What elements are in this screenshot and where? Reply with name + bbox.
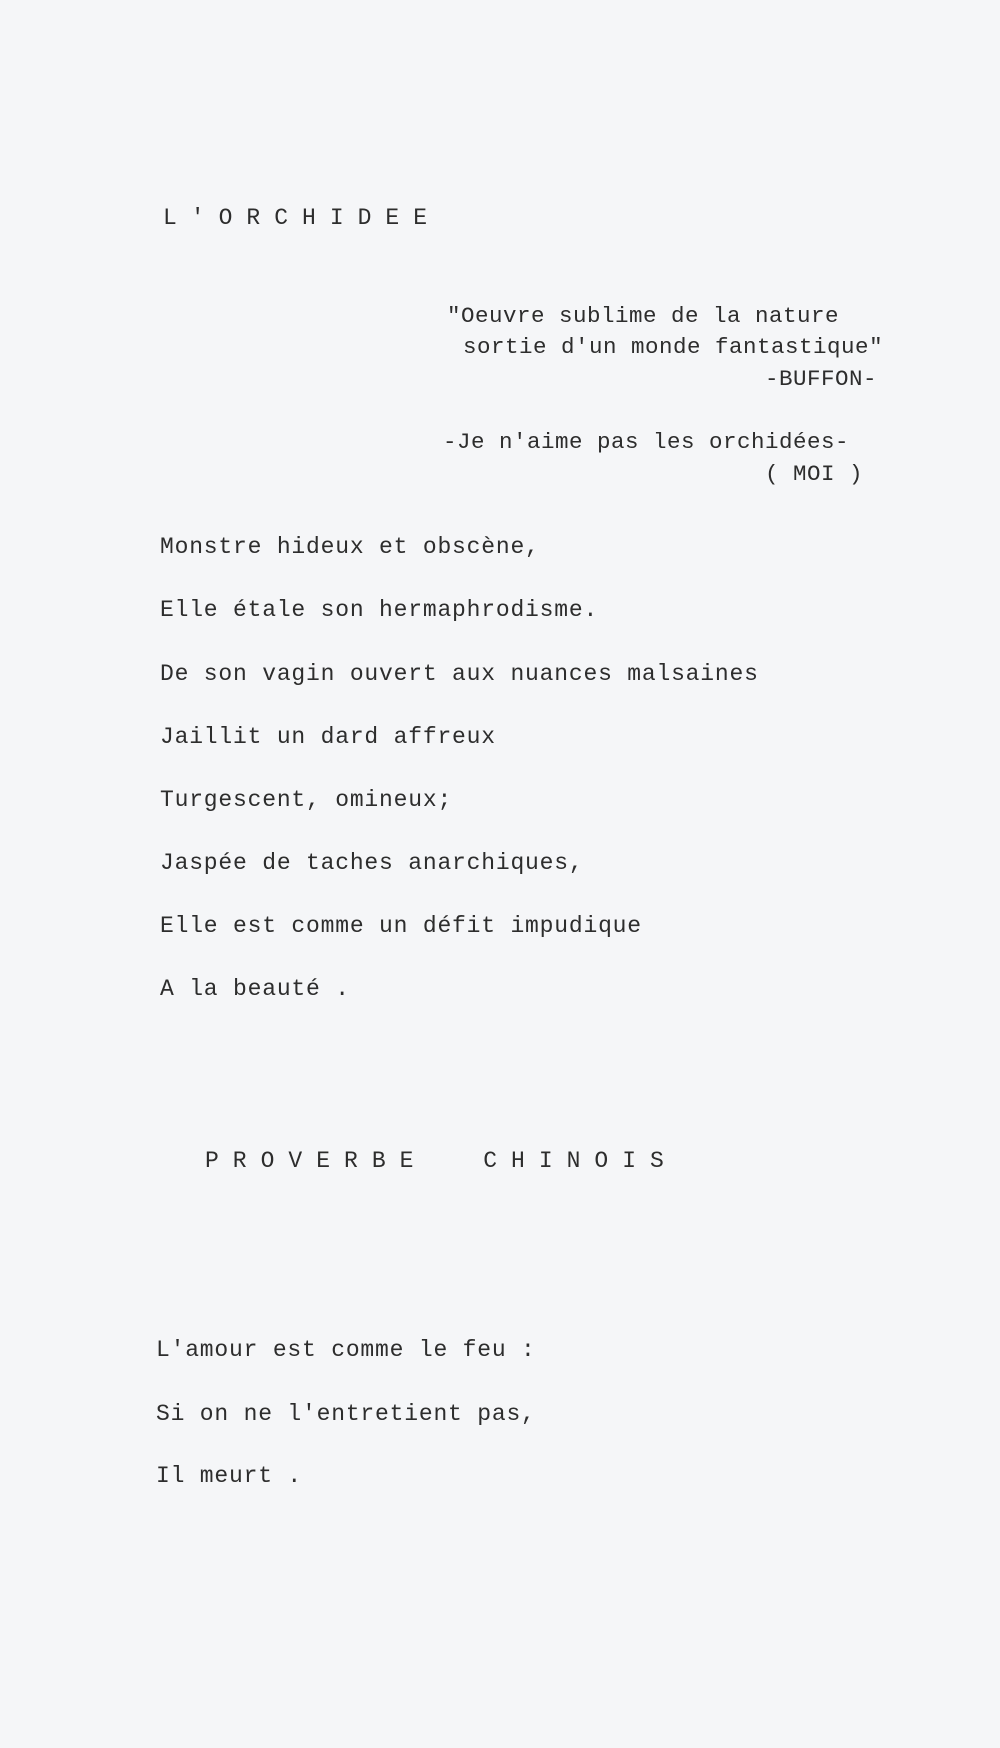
epigraph-attribution: -BUFFON- bbox=[765, 366, 878, 392]
poem-title-orchidee: L'ORCHIDEE bbox=[163, 205, 442, 231]
epigraph-line-1: "Oeuvre sublime de la nature bbox=[447, 303, 840, 329]
poem-line: Si on ne l'entretient pas, bbox=[156, 1401, 536, 1427]
poem-line: Jaillit un dard affreux bbox=[160, 724, 496, 750]
poem-line: Il meurt . bbox=[156, 1463, 303, 1489]
poem-title-proverbe: PROVERBE CHINOIS bbox=[205, 1148, 678, 1174]
epigraph-line-3: -Je n'aime pas les orchidées- bbox=[443, 429, 850, 455]
poem-line: A la beauté . bbox=[160, 976, 350, 1002]
epigraph-line-2: sortie d'un monde fantastique" bbox=[463, 334, 884, 360]
poem-line: De son vagin ouvert aux nuances malsaines bbox=[160, 661, 759, 687]
poem-line: Elle est comme un défit impudique bbox=[160, 913, 642, 939]
poem-line: Monstre hideux et obscène, bbox=[160, 534, 540, 560]
epigraph-attribution-moi: ( MOI ) bbox=[765, 461, 864, 487]
poem-line: Elle étale son hermaphrodisme. bbox=[160, 597, 599, 623]
poem-line: Jaspée de taches anarchiques, bbox=[160, 850, 584, 876]
poem-line: Turgescent, omineux; bbox=[160, 787, 453, 813]
poem-line: L'amour est comme le feu : bbox=[156, 1337, 536, 1363]
